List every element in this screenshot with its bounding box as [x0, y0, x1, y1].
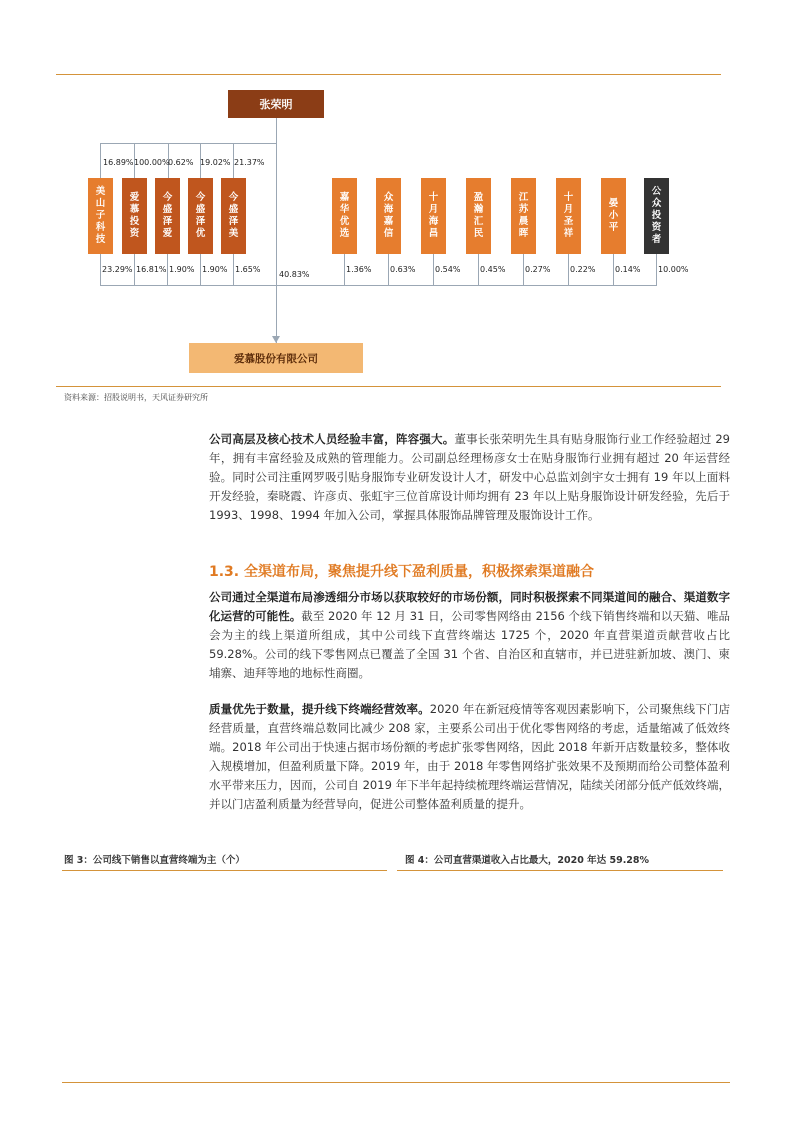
bottom-pct: 0.54% — [435, 265, 461, 274]
direct-pct: 40.83% — [279, 270, 310, 279]
top-pct: 0.62% — [168, 158, 194, 167]
figure-3-caption: 图 3：公司线下销售以直营终端为主（个） — [64, 855, 245, 866]
paragraph-1 — [209, 430, 730, 525]
bottom-pct: 0.45% — [480, 265, 506, 274]
source-note: 资料来源：招股说明书，天风证券研究所 — [64, 393, 208, 402]
shareholder-box: 今 盛 泽 优 — [188, 178, 213, 254]
shareholder-box: 盈 瀚 汇 民 — [466, 178, 491, 254]
header-rule — [56, 74, 721, 75]
paragraph-3-body: 2020 年在新冠疫情等客观因素影响下，公司聚焦线下门店经营质量，直营终端总数同比减少 208 家，主要系公司出于优化零售网络的考虑，适量缩减了低效终端。2018 年公司出于快速占据市场份额的考虑扩张零售网络，因此 2018 年新开店数量较多，整体收入规模增加，但盈利质量下降。2019 年，由于 2018 年零售网络扩张效果不及预期而给公司整体盈利水平带来压力，因而，公司自 2019 年下半年起持续梳理终端运营情况，陆续关闭部分低产低效终端，并以门店盈利质量为经营导向，促进公司整体盈利质量的提升。 — [209, 702, 730, 811]
bottom-pct: 1.90% — [169, 265, 195, 274]
paragraph-2 — [209, 588, 730, 683]
bottom-pct: 16.81% — [136, 265, 167, 274]
paragraph-3 — [209, 700, 730, 814]
connector — [656, 254, 657, 285]
figure-4-caption: 图 4：公司直营渠道收入占比最大，2020 年达 59.28% — [405, 855, 650, 866]
connector — [523, 254, 524, 285]
figure-3-rule — [62, 870, 387, 871]
shareholder-box: 众 海 嘉 信 — [376, 178, 401, 254]
connector — [478, 254, 479, 285]
chart-bottom-rule — [56, 386, 721, 387]
shareholder-box: 公 众 投 资 者 — [644, 178, 669, 254]
connector — [233, 254, 234, 285]
connector — [344, 254, 345, 285]
paragraph-1-body: 董事长张荣明先生具有贴身服饰行业工作经验超过 29 年，拥有丰富经验及成熟的管理能力。公司副总经理杨彦女士在贴身服饰行业拥有超过 20 年运营经验。同时公司注重网罗吸引贴身服饰专业研发设计人才，研发中心总监刘剑宇女士拥有 19 年以上面料开发经验，秦晓霞、许彦贞、张虹宇三位首席设计师均拥有 23 年以上贴身服饰设计研发经验，先后于 1993、1998、1994 年加入公司，掌握具体服饰品牌管理及服饰设计工作。 — [209, 432, 730, 522]
bottom-pct: 1.36% — [346, 265, 372, 274]
shareholder-box: 今 盛 泽 爱 — [155, 178, 180, 254]
section-title: 1.3. 全渠道布局，聚焦提升线下盈利质量，积极探索渠道融合 — [209, 564, 594, 580]
company-box — [189, 343, 363, 373]
connector — [388, 254, 389, 285]
connector — [100, 143, 277, 144]
shareholder-box: 十 月 海 昌 — [421, 178, 446, 254]
shareholder-box: 江 苏 晨 晖 — [511, 178, 536, 254]
shareholder-box: 嘉 华 优 选 — [332, 178, 357, 254]
shareholder-box: 今 盛 泽 美 — [221, 178, 246, 254]
top-pct: 16.89% — [103, 158, 134, 167]
connector — [613, 254, 614, 285]
bottom-pct: 0.14% — [615, 265, 641, 274]
owner-name: 张荣明 — [259, 98, 293, 111]
top-pct: 19.02% — [200, 158, 231, 167]
paragraph-3-lead: 质量优先于数量，提升线下终端经营效率。 — [209, 702, 430, 716]
shareholder-box: 美 山 子 科 技 — [88, 178, 113, 254]
top-pct: 100.00% — [134, 158, 170, 167]
connector — [100, 254, 101, 285]
bottom-pct: 1.90% — [202, 265, 228, 274]
connector — [167, 254, 168, 285]
company-name: 爱慕股份有限公司 — [234, 352, 318, 365]
bottom-pct: 1.65% — [235, 265, 261, 274]
connector — [568, 254, 569, 285]
footer-rule — [62, 1082, 730, 1083]
connector — [100, 143, 101, 178]
connector — [276, 118, 277, 343]
paragraph-1-lead: 公司高层及核心技术人员经验丰富，阵容强大。 — [209, 432, 455, 446]
paragraph-2-lead: 公司通过全渠道布局渗透细分市场以获取较好的市场份额，同时积极探索不同渠道间的融合、渠道数字化运营的可能性。 — [209, 590, 730, 623]
figure-4-rule — [397, 870, 723, 871]
connector — [134, 254, 135, 285]
top-pct: 21.37% — [234, 158, 265, 167]
shareholder-box: 十 月 圣 祥 — [556, 178, 581, 254]
bottom-pct: 0.27% — [525, 265, 551, 274]
connector — [200, 254, 201, 285]
paragraph-2-body: 截至 2020 年 12 月 31 日，公司零售网络由 2156 个线下销售终端和以天猫、唯品会为主的线上渠道所组成，其中公司线下直营终端达 1725 个，2020 年直营渠道贡献营收占比 59.28%。公司的线下零售网点已覆盖了全国 31 个省、自治区和直辖市，并已进驻新加坡、澳门、柬埔寨、迪拜等地的地标性商圈。 — [209, 609, 730, 680]
bottom-pct: 0.22% — [570, 265, 596, 274]
connector — [100, 285, 657, 286]
bottom-pct: 23.29% — [102, 265, 133, 274]
arrow-down-icon — [272, 336, 280, 343]
shareholder-box: 晏 小 平 — [601, 178, 626, 254]
connector — [433, 254, 434, 285]
owner-box — [228, 90, 324, 118]
shareholder-box: 爱 慕 投 资 — [122, 178, 147, 254]
bottom-pct: 0.63% — [390, 265, 416, 274]
bottom-pct: 10.00% — [658, 265, 689, 274]
